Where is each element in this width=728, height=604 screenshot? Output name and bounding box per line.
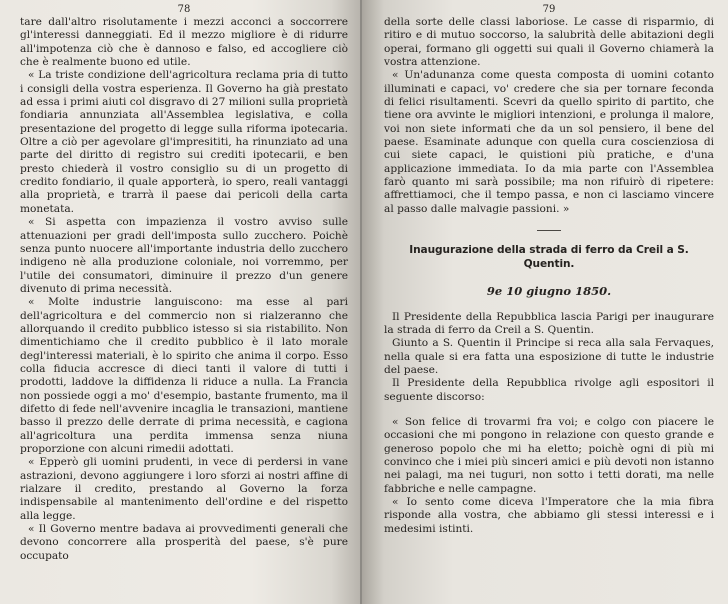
left-page-body xyxy=(20,16,348,563)
right-page xyxy=(362,0,728,604)
paragraph: « La triste condizione dell'agricoltura reclama pria di tutto i consigli della vostra esperienza. Il Governo ha già prestato ad essa i primi aiuti col disgravo di 27 milioni sulla proprietà fondiaria annunziata all'Assemblea legislativa, e colla presentazione del progetto di legge sulla riforma ipotecaria. Oltre a ciò per agevolare gl'impresititi, ha rinunziato ad una parte del diritto di registro sui crediti ipotecarii, e ben presto chiederà il vostro consiglio su di un progetto di credito fondiario, il quale apporterà, io spero, reali vantaggi alla proprietà, e trarrà il paese dai pericoli della carta monetata. xyxy=(20,69,348,215)
paragraph: « Io sento come diceva l'Imperatore che la mia fibra risponde alla vostra, che abbiamo gli stessi interessi e i medesimi istinti. xyxy=(384,495,714,535)
paragraph: « Molte industrie languiscono: ma esse al pari dell'agricoltura e del commercio non si rialzeranno che allorquando il credito pubblico istesso si sia ristabilito. Non dimentichiamo che il credito pubblico è il lato morale degl'interessi materiali, è lo spirito che anima il corpo. Esso colla fiducia accresce di dieci tanti il valore di tutti i prodotti, laddove la diffidenza li riduce a nulla. La Francia non possiede oggi a mo' d'esempio, bastante frumento, ma il difetto di fede nell'avvenire incaglia le transazioni, mantiene basso il prezzo delle derrate di prima necessità, e cagiona all'agricoltura una perdita immensa senza niuna proporzione con alcuni rimedii adottati. xyxy=(20,296,348,455)
section-separator xyxy=(537,230,561,231)
page-number-right: 79 xyxy=(542,4,556,15)
paragraph: « Un'adunanza come questa composta di uomini cotanto illuminati e capaci, vo' credere che sia per tornare feconda di felici risultamenti. Scevri da quello spirito di partito, che tiene ora avvinte le migliori intenzioni, e prolunga il malore, voi non siete informati che da un sol pensiero, il bene del paese. Esaminate adunque con quella cura coscienziosa di cui siete capaci, le quistioni più pratiche, e d'una applicazione immediata. Io da mia parte con l'Assemblea farò quanto mi sarà possibile; ma non rifuirò di ripetere: affrettiamoci, che il tempo passa, e non ci lasciamo vincere al passo dalle malvagie passioni. » xyxy=(384,69,714,215)
paragraph: della sorte delle classi laboriose. Le casse di risparmio, di ritiro e di mutuo soccorso, la salubrità delle abitazioni degli operai, formano gli oggetti sui quali il Governo chiamerà la vostra attenzione. xyxy=(384,16,714,69)
paragraph: « Son felice di trovarmi fra voi; e colgo con piacere le occasioni che mi pongono in relazione con questo grande e generoso popolo che mi ha eletto; poichè ogni di più mi convinco che i miei più sinceri amici e più devoti non istanno nei palagi, ma nei tuguri, non sotto i tetti dorati, ma nelle fabbriche e nelle campagne. xyxy=(384,415,714,495)
spacer xyxy=(384,404,714,416)
right-page-body xyxy=(384,16,714,536)
paragraph: « Si aspetta con impazienza il vostro avviso sulle attenuazioni per gradi dell'imposta sullo zucchero. Poichè senza punto nuocere all'importante industria dello zucchero indigeno nè alla produzione coloniale, noi vorremmo, per l'utile dei consumatori, diminuire il prezzo d'un genere divenuto di prima necessità. xyxy=(20,216,348,295)
paragraph: tare dall'altro risolutamente i mezzi acconci a soccorrere gl'interessi danneggiati. Ed il mezzo migliore è di ridurre all'impotenza ciò che è dannoso e falso, ed accogliere ciò che è realmente buono ed utile. xyxy=(20,16,348,69)
paragraph: « Il Governo mentre badava ai provvedimenti generali che devono concorrere alla prosperità del paese, s'è pure occupato xyxy=(20,523,348,562)
paragraph: Il Presidente della Repubblica lascia Parigi per inaugurare la strada di ferro da Creil a S. Quentin. xyxy=(384,310,714,336)
page-number-left: 78 xyxy=(177,4,191,15)
paragraph: Giunto a S. Quentin il Principe si reca alla sala Fervaques, nella quale si era fatta una esposizione di tutte le industrie del paese. xyxy=(384,337,714,376)
paragraph: « Epperò gli uomini prudenti, in vece di perdersi in vane astrazioni, devono aggiungere i loro sforzi ai nostri affine di rialzare il credito, prestando al Governo la forza indispensabile al mantenimento dell'ordine e del rispetto alla legge. xyxy=(20,456,348,522)
section-date: 9e 10 giugno 1850. xyxy=(486,284,612,299)
section-title: Inaugurazione della strada di ferro da Creil a S. Quentin. xyxy=(409,244,689,271)
left-page xyxy=(0,0,360,604)
paragraph: Il Presidente della Repubblica rivolge agli espositori il seguente discorso: xyxy=(384,377,714,403)
